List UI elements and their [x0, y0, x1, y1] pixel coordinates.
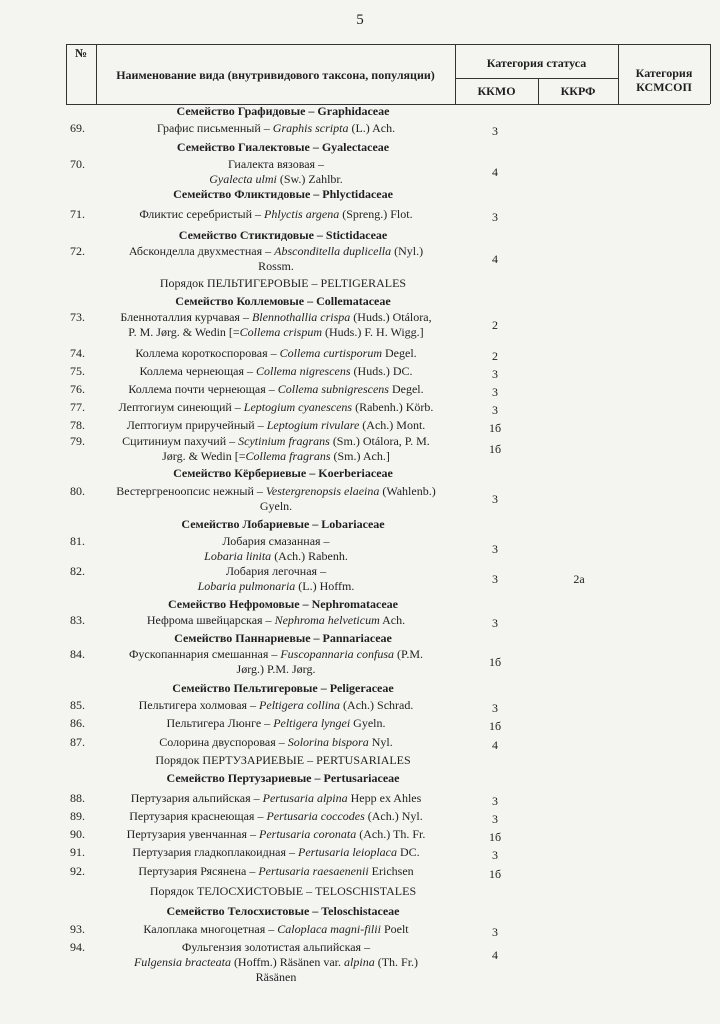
- family-title: Семейство Паннариевые – Pannariaceae: [174, 631, 392, 645]
- species-number: 87.: [70, 735, 85, 749]
- author-text: (Th. Fr.): [374, 955, 419, 969]
- species-number: 85.: [70, 698, 85, 712]
- name-text: Графис письменный –: [156, 121, 273, 135]
- name-text: Räsänen: [255, 970, 297, 984]
- species-name-line: [98, 325, 454, 340]
- name-text: Gyeln.: [259, 499, 293, 513]
- order-title: Порядок ТЕЛОСХИСТОВЫЕ – TELOSCHISTALES: [149, 884, 417, 898]
- species-name: [98, 418, 454, 433]
- author-text: (Huds.) F. H. Wigg.]: [322, 325, 424, 339]
- author-text: (Ach.) Nyl.: [364, 809, 423, 823]
- species-number: 70.: [70, 157, 85, 171]
- kkmo-category: 1б: [488, 442, 502, 456]
- name-text: Лептогиум приручейный –: [126, 418, 267, 432]
- kkmo-category: 3: [492, 403, 498, 417]
- species-name-line: [98, 499, 454, 514]
- author-text: Degel.: [382, 346, 417, 360]
- name-text: Пертузария краснеющая –: [129, 809, 267, 823]
- author-text: (Rabenh.) Körb.: [352, 400, 434, 414]
- name-text: Фульгензия золотистая альпийская –: [181, 940, 371, 954]
- species-name: [98, 382, 454, 397]
- species-name-line: [98, 827, 454, 842]
- latin-name: Solorina bispora: [287, 735, 369, 749]
- kkmo-category: 2: [492, 349, 498, 363]
- family-title: Семейство Пельтигеровые – Peligeraceae: [172, 681, 394, 695]
- species-name-line: [98, 121, 454, 136]
- species-name: [98, 564, 454, 594]
- species-name: [98, 157, 454, 187]
- species-name-line: [98, 613, 454, 628]
- species-name-line: [98, 662, 454, 677]
- species-name-line: [98, 940, 454, 955]
- latin-name: Scytinium fragrans: [238, 434, 330, 448]
- page-number: 5: [356, 12, 364, 28]
- family-title: Семейство Кёрбериевые – Koerberiaceae: [173, 466, 393, 480]
- header-species-name: Наименование вида (внутривидового таксона, популяции): [116, 68, 435, 82]
- name-text: Rossm.: [258, 259, 294, 273]
- species-name-line: [98, 364, 454, 379]
- author-text: (Ach.) Th. Fr.: [356, 827, 426, 841]
- latin-name: Gyalecta ulmi: [209, 172, 277, 186]
- name-text: Коллема чернеющая –: [139, 364, 256, 378]
- species-number: 94.: [70, 940, 85, 954]
- kkmo-category: 1б: [488, 719, 502, 733]
- species-name-line: [98, 647, 454, 662]
- species-name-line: [98, 864, 454, 879]
- species-number: 74.: [70, 346, 85, 360]
- family-title: Семейство Гиалектовые – Gyalectaceae: [176, 140, 390, 154]
- header-ksmsop-line2: КСМСОП: [636, 80, 692, 94]
- species-name: [98, 809, 454, 824]
- latin-name: Leptogium rivulare: [266, 418, 360, 432]
- name-text: Лобария легочная –: [225, 564, 327, 578]
- kkmo-category: 3: [492, 925, 498, 939]
- species-name: [98, 698, 454, 713]
- status-divider: [455, 78, 618, 79]
- author-text: Poelt: [380, 922, 409, 936]
- species-number: 73.: [70, 310, 85, 324]
- family-title: Семейство Фликтидовые – Phlyctidaceae: [173, 187, 393, 201]
- header-kkrf: ККРФ: [560, 84, 596, 98]
- name-text: Jørg.) P.M. Jørg.: [236, 662, 316, 676]
- species-name: [98, 827, 454, 842]
- species-name-line: [98, 172, 454, 187]
- latin-name: Peltigera lyngei: [273, 716, 351, 730]
- species-name-line: [98, 809, 454, 824]
- author-text: (Sm.) Ach.]: [330, 449, 390, 463]
- species-number: 71.: [70, 207, 85, 221]
- species-name: [98, 716, 454, 731]
- species-name-line: [98, 157, 454, 172]
- author-text: (L.) Hoffm.: [295, 579, 355, 593]
- author-text: (Ach.) Mont.: [359, 418, 426, 432]
- author-text: (Sm.) Otálora, P. M.: [329, 434, 430, 448]
- latin-name: Collema nigrescens: [256, 364, 351, 378]
- name-text: Пельтигера холмовая –: [138, 698, 260, 712]
- species-number: 88.: [70, 791, 85, 805]
- header-kkmo: ККМО: [477, 84, 516, 98]
- species-name-line: [98, 716, 454, 731]
- kkmo-category: 1б: [488, 655, 502, 669]
- name-text: Пельтигера Люнге –: [166, 716, 274, 730]
- species-number: 90.: [70, 827, 85, 841]
- header-status-category: Категория статуса: [486, 56, 587, 70]
- species-name-line: [98, 698, 454, 713]
- author-text: (Spreng.) Flot.: [339, 207, 413, 221]
- kkmo-category: 3: [492, 542, 498, 556]
- kkmo-category: 1б: [488, 830, 502, 844]
- species-name: [98, 791, 454, 806]
- name-text: Лептогиум синеющий –: [118, 400, 244, 414]
- latin-name: Phlyctis argena: [264, 207, 340, 221]
- author-text: Nyl.: [368, 735, 393, 749]
- latin-name: Nephroma helveticum: [274, 613, 380, 627]
- kkmo-category: 3: [492, 616, 498, 630]
- kkmo-category: 4: [492, 165, 498, 179]
- species-number: 81.: [70, 534, 85, 548]
- author-text: Erichsen: [368, 864, 414, 878]
- species-name-line: [98, 310, 454, 325]
- species-name-line: [98, 791, 454, 806]
- kkmo-category: 3: [492, 385, 498, 399]
- species-name-line: [98, 970, 454, 985]
- latin-name: Peltigera collina: [259, 698, 341, 712]
- species-name-line: [98, 382, 454, 397]
- latin-name: Pertusaria raesaenenii: [258, 864, 369, 878]
- latin-name: Vestergrenopsis elaeina: [265, 484, 380, 498]
- latin-name: Pertusaria leioplaca: [297, 845, 397, 859]
- name-text: Пертузария гладкоплакоидная –: [132, 845, 298, 859]
- species-number: 93.: [70, 922, 85, 936]
- species-name-line: [98, 549, 454, 564]
- kkmo-category: 2: [492, 318, 498, 332]
- name-text: Вестергреноопсис нежный –: [116, 484, 266, 498]
- kkmo-category: 3: [492, 572, 498, 586]
- kkmo-category: 3: [492, 492, 498, 506]
- kkmo-category: 1б: [488, 421, 502, 435]
- species-name-line: [98, 845, 454, 860]
- order-title: Порядок ПЕЛЬТИГЕРОВЫЕ – PELTIGERALES: [159, 276, 407, 290]
- name-text: Пертузария альпийская –: [130, 791, 263, 805]
- header-top-border: [66, 44, 710, 45]
- species-name: [98, 434, 454, 464]
- species-name-line: [98, 346, 454, 361]
- species-name: [98, 534, 454, 564]
- author-text: (Wahlenb.): [379, 484, 436, 498]
- species-number: 75.: [70, 364, 85, 378]
- latin-name: Collema subnigrescens: [277, 382, 389, 396]
- species-number: 69.: [70, 121, 85, 135]
- latin-name: Leptogium cyanescens: [243, 400, 353, 414]
- species-name: [98, 845, 454, 860]
- kkmo-category: 3: [492, 848, 498, 862]
- latin-name: Fuscopannaria confusa: [280, 647, 395, 661]
- name-text: Бленноталлия курчавая –: [120, 310, 252, 324]
- author-text: (L.) Ach.: [348, 121, 396, 135]
- species-name-line: [98, 955, 454, 970]
- kkmo-category: 4: [492, 252, 498, 266]
- species-name-line: [98, 244, 454, 259]
- name-text: Jørg. & Wedin [=: [162, 449, 246, 463]
- species-number: 82.: [70, 564, 85, 578]
- name-text: Пертузария Рясянена –: [138, 864, 259, 878]
- species-name: [98, 244, 454, 274]
- species-name: [98, 864, 454, 879]
- name-text: Калоплака многоцетная –: [143, 922, 278, 936]
- species-name-line: [98, 434, 454, 449]
- name-text: Нефрома швейцарская –: [146, 613, 275, 627]
- kkmo-category: 3: [492, 701, 498, 715]
- latin-name: Lobaria pulmonaria: [197, 579, 296, 593]
- species-number: 92.: [70, 864, 85, 878]
- latin-name: Collema crispum: [239, 325, 323, 339]
- author-text: (P.M.: [394, 647, 424, 661]
- header-right-border: [710, 44, 711, 104]
- latin-name: Absconditella duplicella: [274, 244, 392, 258]
- species-name: [98, 207, 454, 222]
- name-text: Пертузария увенчанная –: [126, 827, 259, 841]
- name-text: Фликтис серебристый –: [139, 207, 265, 221]
- latin-name: Lobaria linita: [204, 549, 272, 563]
- species-name: [98, 735, 454, 750]
- kkmo-category: 3: [492, 210, 498, 224]
- species-name-line: [98, 400, 454, 415]
- author-text: Gyeln.: [350, 716, 386, 730]
- latin-name: Collema curtisporum: [279, 346, 382, 360]
- kkmo-category: 4: [492, 948, 498, 962]
- species-number: 77.: [70, 400, 85, 414]
- species-number: 84.: [70, 647, 85, 661]
- latin-name: Graphis scripta: [272, 121, 349, 135]
- species-number: 79.: [70, 434, 85, 448]
- species-name: [98, 613, 454, 628]
- kkmo-category: 3: [492, 124, 498, 138]
- author-text: (Ach.) Rabenh.: [271, 549, 348, 563]
- species-name-line: [98, 259, 454, 274]
- kkmo-category: 4: [492, 738, 498, 752]
- species-name: [98, 400, 454, 415]
- species-name-line: [98, 735, 454, 750]
- kkmo-category: 3: [492, 812, 498, 826]
- species-name-line: [98, 564, 454, 579]
- species-name: [98, 922, 454, 937]
- species-name: [98, 940, 454, 985]
- latin-name: Pertusaria coronata: [259, 827, 357, 841]
- species-number: 80.: [70, 484, 85, 498]
- author-text: DC.: [396, 845, 420, 859]
- kkmo-category: 1б: [488, 867, 502, 881]
- species-name: [98, 647, 454, 677]
- order-title: Порядок ПЕРТУЗАРИЕВЫЕ – PERTUSARIALES: [155, 753, 411, 767]
- author-text: Ach.: [379, 613, 406, 627]
- author-text: (Huds.) DC.: [350, 364, 413, 378]
- kkmo-category: 3: [492, 794, 498, 808]
- species-number: 91.: [70, 845, 85, 859]
- species-number: 78.: [70, 418, 85, 432]
- name-text: P. M. Jørg. & Wedin [=: [128, 325, 240, 339]
- family-title: Семейство Графидовые – Graphidaceae: [176, 104, 390, 118]
- name-text: Коллема почти чернеющая –: [128, 382, 278, 396]
- species-name-line: [98, 922, 454, 937]
- species-name-line: [98, 449, 454, 464]
- species-number: 72.: [70, 244, 85, 258]
- kkrf-category: 2a: [573, 572, 585, 586]
- species-number: 89.: [70, 809, 85, 823]
- species-name: [98, 346, 454, 361]
- author-text: Hepp ex Ahles: [347, 791, 422, 805]
- name-text: Коллема короткоспоровая –: [135, 346, 280, 360]
- author-text: (Huds.) Otálora,: [350, 310, 432, 324]
- family-title: Семейство Коллемовые – Collemataceae: [175, 294, 391, 308]
- species-name: [98, 310, 454, 340]
- latin-name: Caloplaca magni-filii: [277, 922, 381, 936]
- family-title: Семейство Телосхистовые – Teloschistaceae: [166, 904, 400, 918]
- species-name-line: [98, 534, 454, 549]
- author-text: (Hoffm.) Räsänen var.: [230, 955, 345, 969]
- family-title: Семейство Стиктидовые – Stictidaceae: [178, 228, 388, 242]
- name-text: Сцитиниум пахучий –: [122, 434, 239, 448]
- family-title: Семейство Пертузариевые – Pertusariaceae: [166, 771, 400, 785]
- species-number: 86.: [70, 716, 85, 730]
- author-text: (Sw.) Zahlbr.: [276, 172, 343, 186]
- latin-name: alpina: [344, 955, 375, 969]
- header-no: №: [74, 46, 88, 60]
- latin-name: Fulgensia bracteata: [133, 955, 231, 969]
- author-text: (Ach.) Schrad.: [340, 698, 414, 712]
- family-title: Семейство Нефромовые – Nephromataceae: [167, 597, 399, 611]
- kkmo-category: 3: [492, 367, 498, 381]
- family-title: Семейство Лобариевые – Lobariaceae: [181, 517, 385, 531]
- name-text: Фускопаннария смешанная –: [128, 647, 281, 661]
- author-text: (Nyl.): [391, 244, 424, 258]
- species-number: 76.: [70, 382, 85, 396]
- species-name-line: [98, 207, 454, 222]
- name-text: Абсконделлa двухместная –: [128, 244, 275, 258]
- species-name: [98, 121, 454, 136]
- author-text: Degel.: [388, 382, 424, 396]
- name-text: Солорина двуспоровая –: [159, 735, 288, 749]
- species-name: [98, 364, 454, 379]
- latin-name: Pertusaria coccodes: [266, 809, 365, 823]
- species-name-line: [98, 579, 454, 594]
- latin-name: Blennothallia crispa: [251, 310, 351, 324]
- header-ksmsop-line1: Категория: [635, 66, 693, 80]
- species-name: [98, 484, 454, 514]
- name-text: Гиалекта вязовая –: [227, 157, 325, 171]
- species-name-line: [98, 484, 454, 499]
- latin-name: Pertusaria alpina: [262, 791, 348, 805]
- species-name-line: [98, 418, 454, 433]
- species-number: 83.: [70, 613, 85, 627]
- name-text: Лобария смазанная –: [222, 534, 330, 548]
- latin-name: Collema fragrans: [245, 449, 331, 463]
